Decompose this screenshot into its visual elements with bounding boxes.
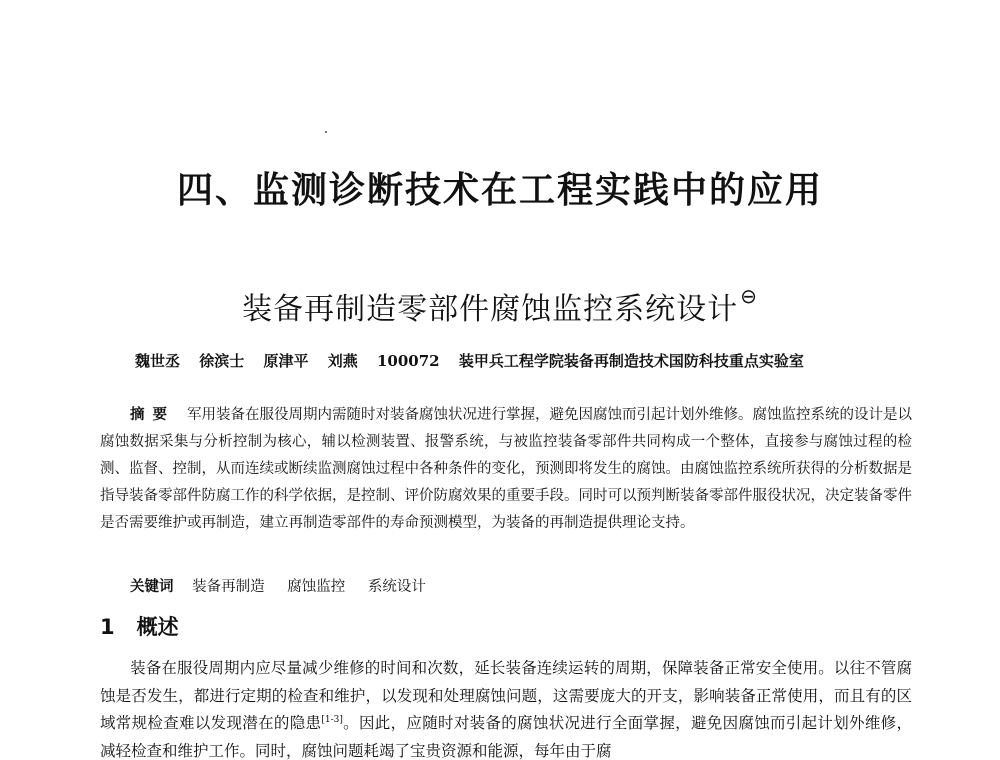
author-name: 魏世丞	[135, 352, 181, 370]
abstract-text: 军用装备在服役周期内需随时对装备腐蚀状况进行掌握，避免因腐蚀而引起计划外维修。腐蚀监控系统的设计是以腐蚀数据采集与分析控制为核心，辅以检测装置、报警系统，与被监控装备零部件共同构成一个整体，直接参与腐蚀过程的检测、监督、控制，从而连续或断续监测腐蚀过程中各种条件的变化，预测即将发生的腐蚀。由腐蚀监控系统所获得的分析数据是指导装备零部件防腐工作的科学依据，是控制、评价防腐效果的重要手段。同时可以预判断装备零部件服役状况，决定装备零件是否需要维护或再制造，建立再制造零部件的寿命预测模型，为装备的再制造提供理论支持。	[100, 407, 912, 531]
keyword: 腐蚀监控	[287, 579, 346, 595]
body-text-continued: 。因此，应随时对装备的腐蚀状况进行全面掌握，避免因腐蚀而引起计划外维修，减轻检查和维护工作。同时，腐蚀问题耗竭了宝贵资源和能源，每年由于腐	[100, 714, 912, 760]
scan-speck	[325, 131, 327, 133]
postcode: 100072	[377, 352, 440, 370]
author-name: 徐滨士	[199, 352, 245, 370]
abstract-label: 摘要	[130, 407, 175, 423]
footnote-mark: ⊖	[740, 284, 758, 308]
section-number: 1	[100, 615, 115, 639]
keywords-label: 关键词	[130, 579, 174, 595]
keyword: 装备再制造	[192, 579, 265, 595]
keywords	[130, 575, 910, 599]
author-name: 原津平	[263, 352, 309, 370]
abstract	[100, 402, 912, 537]
body-paragraph	[100, 655, 912, 760]
author-line	[135, 351, 895, 371]
author-name: 刘燕	[327, 352, 358, 370]
section-heading	[100, 612, 179, 642]
paper-title-text: 装备再制造零部件腐蚀监控系统设计	[242, 292, 739, 327]
citation: [1-3]	[321, 714, 343, 725]
affiliation: 装甲兵工程学院装备再制造技术国防科技重点实验室	[458, 352, 804, 370]
body-text: 装备在服役周期内应尽量减少维修的时间和次数，延长装备连续运转的周期，保障装备正常安全使用。以往不管腐蚀是否发生，都进行定期的检查和维护，以发现和处理腐蚀问题，这需要庞大的开支，影响装备正常使用，而且有的区域常规检查难以发现潜在的隐患	[100, 659, 912, 732]
section-title: 四、监测诊断技术在工程实践中的应用	[176, 169, 823, 211]
paper-title	[0, 276, 1000, 330]
section-heading-text: 概述	[136, 615, 179, 639]
keyword: 系统设计	[367, 579, 426, 595]
